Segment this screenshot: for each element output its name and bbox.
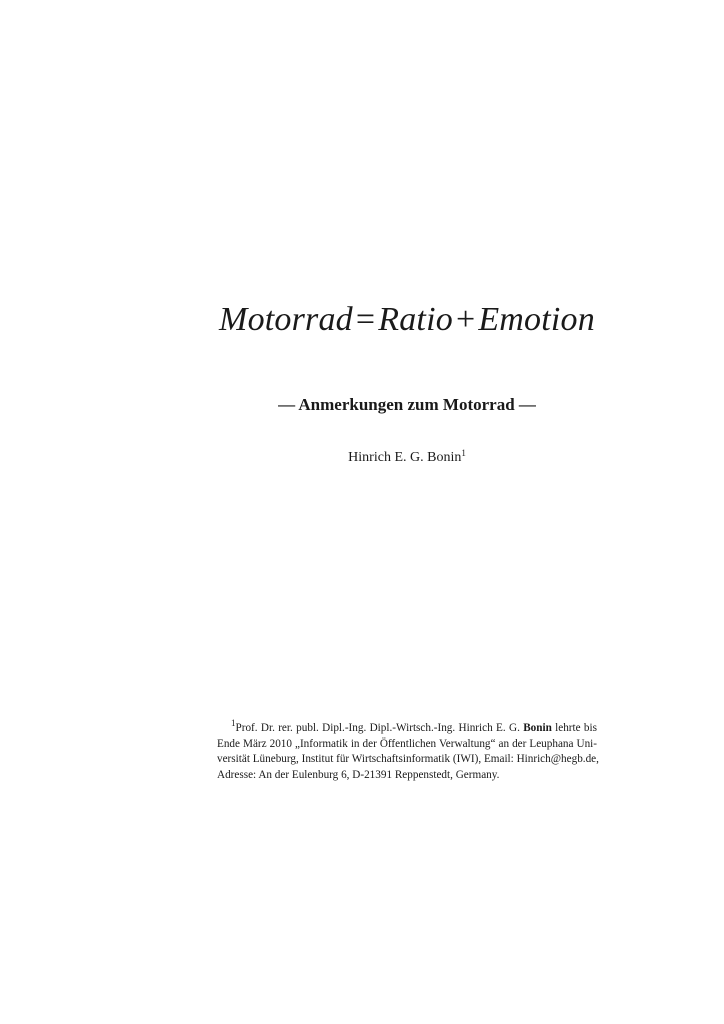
author-name: Hinrich E. G. Bonin [348,450,462,465]
footnote-surname-bold: Bonin [523,722,552,734]
footnote-line-1-post: lehrte bis [551,722,597,734]
subtitle: — Anmerkungen zum Motorrad — [278,395,536,414]
footnote [217,718,599,783]
footnote-line-3: versität Lüneburg, Institut für Wirtschaftsinformatik (IWI), Email: Hinrich@hegb.de, [217,753,599,766]
footnote-line-2: Ende März 2010 „Informatik in der Öffentlichen Verwaltung“ an der Leuphana Uni- [217,737,597,750]
title-term-ratio: Ratio [378,301,453,338]
author-line [0,448,724,468]
footnote-line-4: Adresse: An der Eulenburg 6, D-21391 Reppenstedt, Germany. [217,768,500,781]
title-plus-sign: + [455,301,476,338]
footnote-mark: 1 [231,718,236,728]
footnote-line-1 [217,718,597,737]
title-term-emotion: Emotion [478,301,595,338]
title-term-motorrad: Motorrad [219,301,353,338]
title-equals-sign: = [355,301,376,338]
formula-title [0,296,724,344]
author-footnote-mark: 1 [461,448,466,458]
footnote-line-1-pre: Prof. Dr. rer. publ. Dipl.-Ing. Dipl.-Wirtsch.-Ing. Hinrich E. G. [235,722,524,734]
